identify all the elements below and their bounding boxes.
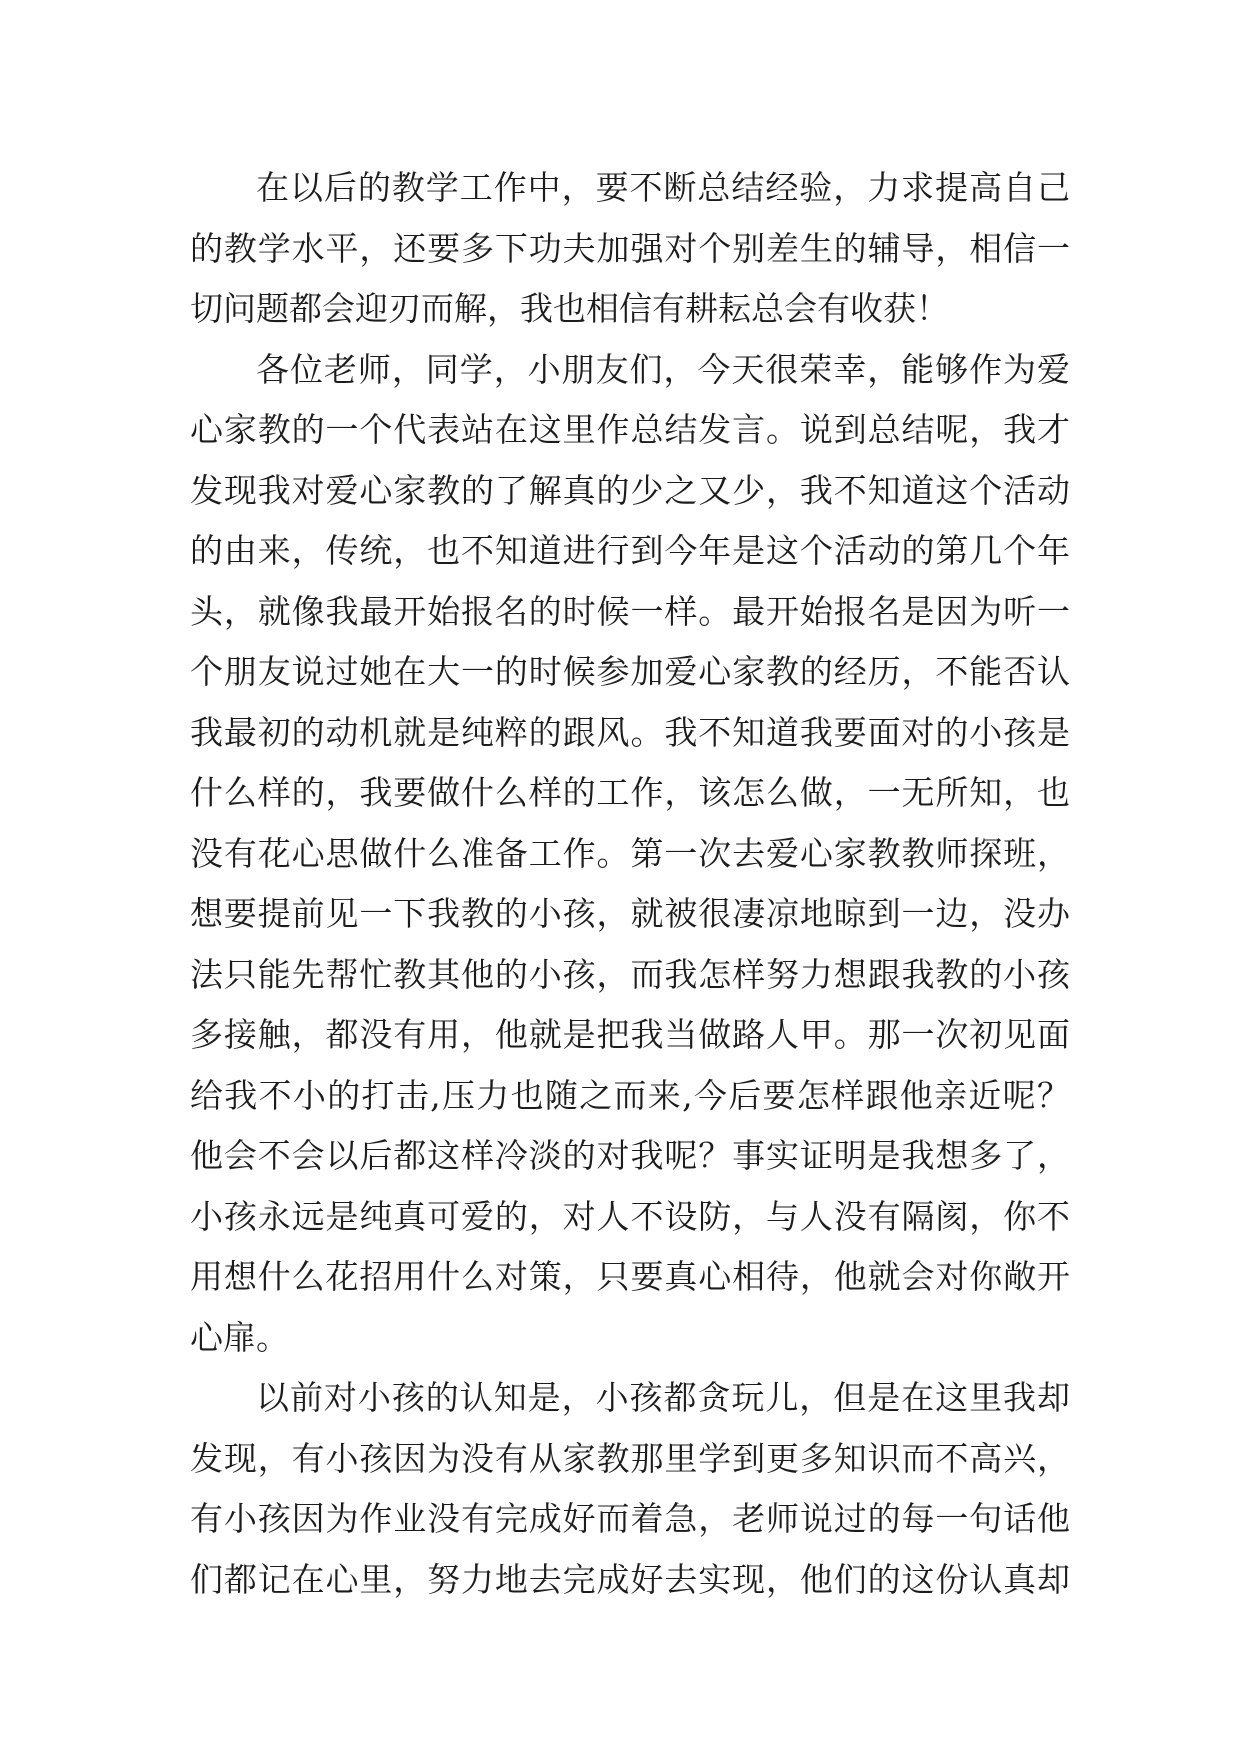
paragraph-3: [190, 1368, 1070, 1610]
text-line: 他会不会以后都这样冷淡的对我呢？事实证明是我想多了，: [190, 1136, 1070, 1175]
text-line: 发现我对爱心家教的了解真的少之又少，我不知道这个活动: [190, 470, 1070, 510]
paragraph-1: [190, 158, 1070, 340]
text-line: 多接触，都没有用，他就是把我当做路人甲。那一次初见面: [190, 1015, 1070, 1054]
text-line: 发现，有小孩因为没有从家教那里学到更多知识而不高兴，: [190, 1438, 1070, 1478]
text-line: 我最初的动机就是纯粹的跟风。我不知道我要面对的小孩是: [190, 712, 1070, 752]
text-line: 用想什么花招用什么对策，只要真心相待，他就会对你敞开: [190, 1257, 1070, 1296]
text-line: 有小孩因为作业没有完成好而着急，老师说过的每一句话他: [190, 1499, 1070, 1538]
text-line: 的教学水平，还要多下功夫加强对个别差生的辅导，相信一: [190, 228, 1070, 268]
text-line: 切问题都会迎刃而解，我也相信有耕耘总会有收获！: [190, 289, 949, 328]
text-line: 法只能先帮忙教其他的小孩，而我怎样努力想跟我教的小孩: [190, 954, 1070, 994]
text-line: 没有花心思做什么准备工作。第一次去爱心家教教师探班，: [190, 833, 1070, 873]
text-line: 心家教的一个代表站在这里作总结发言。说到总结呢，我才: [190, 410, 1070, 449]
text-line: 想要提前见一下我教的小孩，就被很凄凉地晾到一边，没办: [190, 894, 1070, 933]
text-line: 心扉。: [190, 1317, 289, 1357]
text-line: 在以后的教学工作中，要不断总结经验，力求提高自己: [256, 168, 1070, 207]
text-line: 头，就像我最开始报名的时候一样。最开始报名是因为听一: [190, 591, 1070, 631]
paragraph-2: [190, 340, 1070, 1369]
text-line: 个朋友说过她在大一的时候参加爱心家教的经历，不能否认: [190, 652, 1070, 691]
text-line: 以前对小孩的认知是，小孩都贪玩儿，但是在这里我却: [256, 1378, 1070, 1417]
text-line: 什么样的，我要做什么样的工作，该怎么做，一无所知，也: [190, 773, 1070, 812]
text-line: 们都记在心里，努力地去完成好去实现，他们的这份认真却: [190, 1559, 1070, 1599]
body-text: [190, 158, 1070, 1610]
text-line: 给我不小的打击,压力也随之而来,今后要怎样跟他亲近呢？: [190, 1075, 1070, 1115]
text-line: 小孩永远是纯真可爱的，对人不设防，与人没有隔阂，你不: [190, 1196, 1070, 1236]
text-line: 各位老师，同学，小朋友们，今天很荣幸，能够作为爱: [256, 349, 1070, 389]
text-line: 的由来，传统，也不知道进行到今年是这个活动的第几个年: [190, 531, 1070, 570]
